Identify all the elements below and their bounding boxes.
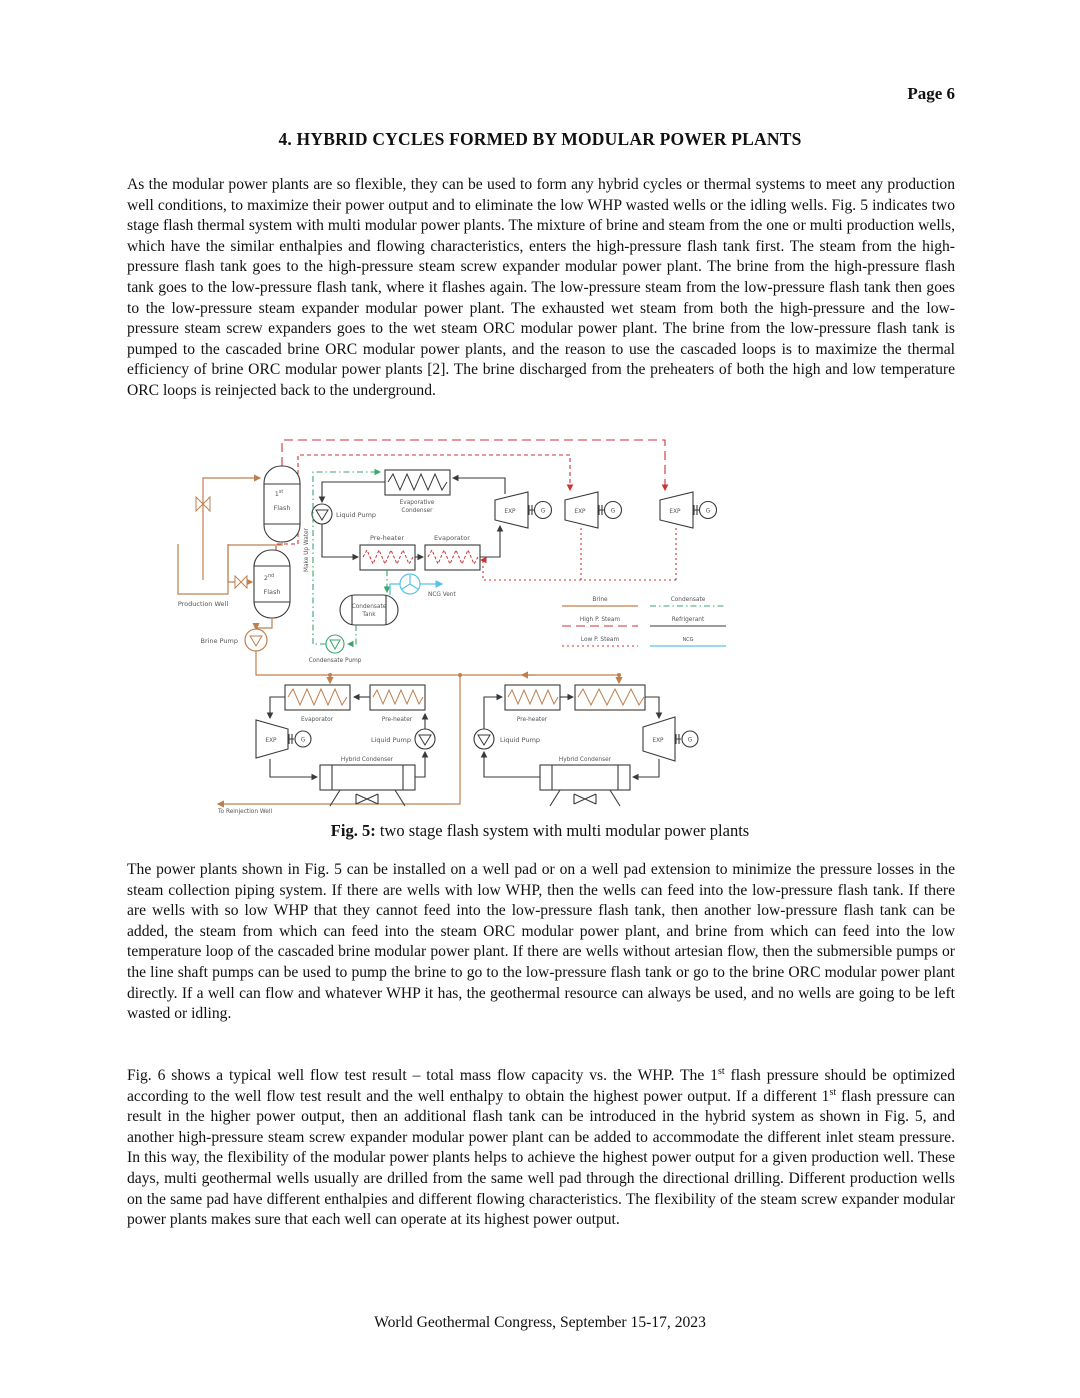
paragraph-3-segment: Fig. 6 shows a typical well flow test result – total mass flow capacity vs. the WHP. The 1 <box>127 1067 718 1084</box>
figure-5-diagram <box>170 432 910 828</box>
liquid-pump-top-label: Liquid Pump <box>336 511 377 519</box>
brine-header <box>256 651 621 683</box>
brine-pump-label: Brine Pump <box>200 637 238 645</box>
superscript: st <box>717 1065 725 1077</box>
section-heading: 4. HYBRID CYCLES FORMED BY MODULAR POWER PLANTS <box>278 129 802 149</box>
evaporator-bottom-left <box>285 685 350 723</box>
expander-2 <box>565 492 622 528</box>
evaporator-top <box>425 534 480 570</box>
flash1-label: Flash <box>273 504 291 512</box>
condensate-pump-label: Condensate Pump <box>308 658 362 664</box>
svg-text:G: G <box>610 508 616 515</box>
production-well-label: Production Well <box>177 600 229 608</box>
svg-text:Evaporator: Evaporator <box>300 717 334 723</box>
condensate-tank <box>340 570 398 625</box>
pre-heater-top <box>360 534 415 570</box>
paragraph-2: The power plants shown in Fig. 5 can be installed on a well pad or on a well pad extension to minimize the pressure losses in the steam collection piping system. If there are wells with low WHP, then the wells can feed into the low-pressure flash tank. If there are wells with so low WHP that they cannot feed into the low-pressure flash tank, then another low-pressure flash tank can be added, the steam from which can feed into the steam ORC modular power plant, and brine from which can feed into the low temperature loop of the cascaded brine modular power plant. If there are wells without artesian flow, then the submersible pumps or the line shaft pumps can be used to pump the brine to go to the low-pressure flash tank or go to the brine ORC modular power plant directly. If a well can flow and whatever WHP it has, the geothermal resource can always be used, and no wells are going to be left wasted or idling. <box>127 861 955 1023</box>
svg-text:G: G <box>300 737 306 744</box>
diagram-legend <box>562 597 726 646</box>
paragraph-3-segment: flash pressure can result in the higher power output, then an additional flash tank can be introduced in the hybrid system as shown in Fig. 5, and another high-pressure steam screw expander modular power plant can be added to accommodate the different inlet steam pressure. In this way, the flexibility of the modular power plants helps to achieve the highest power output for a given production well. These days, multi geothermal wells usually are drilled from the same well pad through the directional drilling. Different production wells on the same pad have different enthalpies and different flowing characteristics. The flexibility of the steam screw expander modular power plants makes sure that each well can operate at its highest power output. <box>127 1087 956 1229</box>
svg-text:Evaporator: Evaporator <box>434 534 470 542</box>
brine-pump <box>200 618 272 651</box>
svg-text:NCG: NCG <box>682 637 694 643</box>
liquid-pump-bottom-left <box>371 729 435 749</box>
figure-caption-text: two stage flash system with multi modular power plants <box>375 821 750 840</box>
liquid-pump-br-label: Liquid Pump <box>500 736 541 744</box>
process-flow-diagram <box>170 432 910 828</box>
ncg-vent-label: NCG Vent <box>428 592 456 598</box>
svg-text:Evaporative: Evaporative <box>399 500 435 506</box>
svg-text:Pre-heater: Pre-heater <box>516 717 548 723</box>
evaporator-bottom-right <box>575 685 645 710</box>
svg-text:Low P. Steam: Low P. Steam <box>580 637 620 643</box>
to-reinjection-label: To Reinjection Well <box>218 809 273 815</box>
svg-text:EXP: EXP <box>504 509 516 515</box>
figure-caption <box>0 821 1080 841</box>
expander-bottom-right <box>643 717 698 761</box>
wet-steam-exhaust-line <box>481 528 676 580</box>
flash-tank-2 <box>254 550 290 618</box>
svg-text:Brine: Brine <box>592 597 608 603</box>
svg-text:G: G <box>705 508 711 515</box>
svg-text:Pre-heater: Pre-heater <box>369 534 405 542</box>
pre-heater-bottom-right <box>505 685 560 723</box>
production-well <box>178 478 260 608</box>
page-number: Page 6 <box>907 84 955 103</box>
flash-tank-1 <box>264 466 300 542</box>
svg-text:1st: 1st <box>274 490 284 498</box>
superscript: st <box>829 1086 837 1098</box>
expander-3 <box>660 492 717 528</box>
svg-text:EXP: EXP <box>652 738 664 744</box>
svg-text:Condensate: Condensate <box>351 604 387 610</box>
liquid-pump-top <box>312 504 376 524</box>
svg-text:Tank: Tank <box>362 612 376 618</box>
svg-text:Pre-heater: Pre-heater <box>381 717 413 723</box>
svg-text:Hybrid Condenser: Hybrid Condenser <box>558 757 612 763</box>
evaporative-condenser <box>385 470 450 514</box>
svg-text:EXP: EXP <box>669 509 681 515</box>
svg-text:G: G <box>687 737 693 744</box>
svg-text:Condenser: Condenser <box>401 508 433 514</box>
hybrid-condenser-bottom-left <box>320 757 415 806</box>
flash2-label: Flash <box>263 588 281 596</box>
hybrid-condenser-bottom-right <box>540 757 630 806</box>
figure-caption-label: Fig. 5: <box>330 821 376 840</box>
svg-text:G: G <box>540 508 546 515</box>
svg-text:2nd: 2nd <box>263 574 275 582</box>
svg-text:Make Up Water: Make Up Water <box>304 527 310 573</box>
svg-text:Condensate: Condensate <box>670 597 706 603</box>
condensate-pump <box>309 625 362 664</box>
paragraph-1: As the modular power plants are so flexible, they can be used to form any hybrid cycles or thermal systems to meet any production well conditions, to maximize their power output and to eliminate the low WHP wasted wells or the idling wells. Fig. 5 indicates two stage flash thermal system with multi modular power plants. The mixture of brine and steam from the one or multi production wells, which have the similar enthalpies and flowing characteristics, enters the high-pressure flash tank first. The steam from the high-pressure flash tank goes to the high-pressure steam screw expander modular power plant. The brine from the high-pressure flash tank goes to the low-pressure flash tank, where it flashes again. The low-pressure steam from the low-pressure flash tank then goes to the low-pressure steam expander modular power plant. The exhausted wet steam from both the high-pressure and the low-pressure steam screw expanders goes to the wet steam ORC modular power plant. The brine from the low-pressure flash tank is pumped to the cascaded brine ORC modular power plants, and the reason to use the cascaded loops is to maximize the thermal efficiency of brine ORC modular power plants [2]. The brine discharged from the preheaters of both the high and low temperature ORC loops is reinjected back to the underground. <box>127 176 955 399</box>
expander-1 <box>495 492 552 528</box>
paragraph-3 <box>127 1066 955 1231</box>
expander-bottom-left <box>256 720 311 758</box>
svg-text:High P. Steam: High P. Steam <box>579 617 621 623</box>
liquid-pump-bottom-right <box>474 729 540 749</box>
paragraph-3-segment: flash pressure should be optimized according to the well flow test result and the well enthalpy to obtain the highest power output. If a different 1 <box>127 1067 955 1105</box>
ncg-vent <box>390 574 456 598</box>
svg-text:EXP: EXP <box>265 738 277 744</box>
svg-text:Hybrid Condenser: Hybrid Condenser <box>340 757 394 763</box>
liquid-pump-bl-label: Liquid Pump <box>370 736 411 744</box>
svg-text:EXP: EXP <box>574 509 586 515</box>
svg-text:Refrigerant: Refrigerant <box>671 617 705 623</box>
page-footer: World Geothermal Congress, September 15-17, 2023 <box>374 1314 706 1331</box>
pre-heater-bottom-left <box>370 685 425 723</box>
